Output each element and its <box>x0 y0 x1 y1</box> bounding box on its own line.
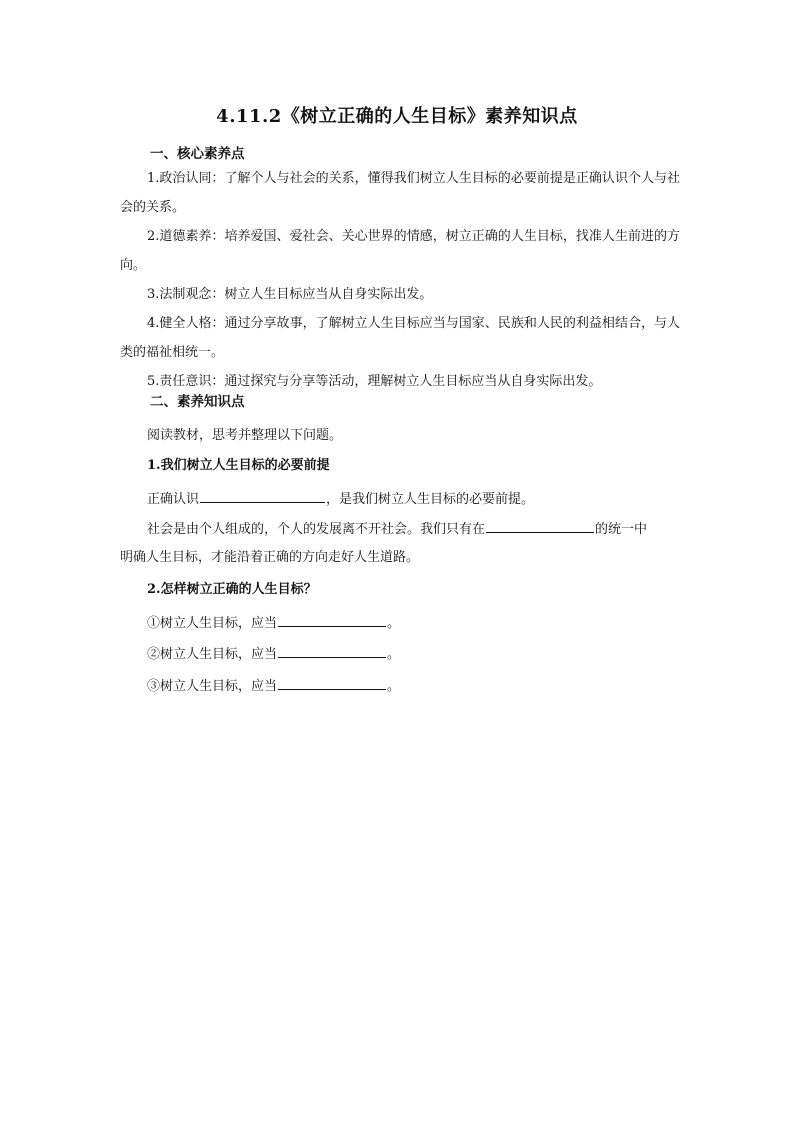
core-item-2: 2.道德素养：培养爱国、爱社会、关心世界的情感，树立正确的人生目标，找准人生前进的方向。 <box>120 229 680 273</box>
question-1-line-2 <box>147 518 647 540</box>
core-item-3: 3.法制观念：树立人生目标应当从自身实际出发。 <box>147 287 433 302</box>
fill-in-blank[interactable] <box>486 518 594 533</box>
q1-line1-before: 正确认识 <box>147 492 200 507</box>
core-item-1: 1.政治认同：了解个人与社会的关系，懂得我们树立人生目标的必要前提是正确认识个人与社会的关系。 <box>120 171 680 215</box>
q2-item1-text: ①树立人生目标，应当 <box>147 616 278 631</box>
page-title: 4.11.2《树立正确的人生目标》素养知识点 <box>216 106 578 127</box>
q1-line2-after: 的统一中 <box>595 522 648 537</box>
q2-item1-end: 。 <box>387 616 401 631</box>
core-item-4: 4.健全人格：通过分享故事，了解树立人生目标应当与国家、民族和人民的利益相结合，与人类的福祉相统一。 <box>120 316 680 360</box>
q1-line2-before: 社会是由个人组成的，个人的发展离不开社会。我们只有在 <box>147 522 486 537</box>
fill-in-blank[interactable] <box>278 675 386 690</box>
question-2-item-2 <box>147 643 400 665</box>
question-1-line-1 <box>147 488 534 510</box>
core-items-block <box>120 164 680 396</box>
question-2-item-1 <box>147 612 400 634</box>
fill-in-blank[interactable] <box>200 488 325 503</box>
q2-item3-end: 。 <box>387 679 401 694</box>
q2-item3-text: ③树立人生目标，应当 <box>147 679 278 694</box>
question-1-heading: 1.我们树立人生目标的必要前提 <box>147 458 330 473</box>
question-1-line-3: 明确人生目标，才能沿着正确的方向走好人生道路。 <box>120 550 420 565</box>
q2-item2-end: 。 <box>387 647 401 662</box>
intro-text: 阅读教材，思考并整理以下问题。 <box>147 428 343 443</box>
core-item-5: 5.责任意识：通过探究与分享等活动，理解树立人生目标应当从自身实际出发。 <box>147 374 602 389</box>
q2-item2-text: ②树立人生目标，应当 <box>147 647 278 662</box>
fill-in-blank[interactable] <box>278 643 386 658</box>
question-2-heading: 2.怎样树立正确的人生目标？ <box>147 582 317 597</box>
section-heading-knowledge: 二、素养知识点 <box>150 394 245 410</box>
question-2-item-3 <box>147 675 400 697</box>
q1-line1-after: ，是我们树立人生目标的必要前提。 <box>326 492 535 507</box>
fill-in-blank[interactable] <box>278 612 386 627</box>
section-heading-core: 一、核心素养点 <box>150 146 245 162</box>
